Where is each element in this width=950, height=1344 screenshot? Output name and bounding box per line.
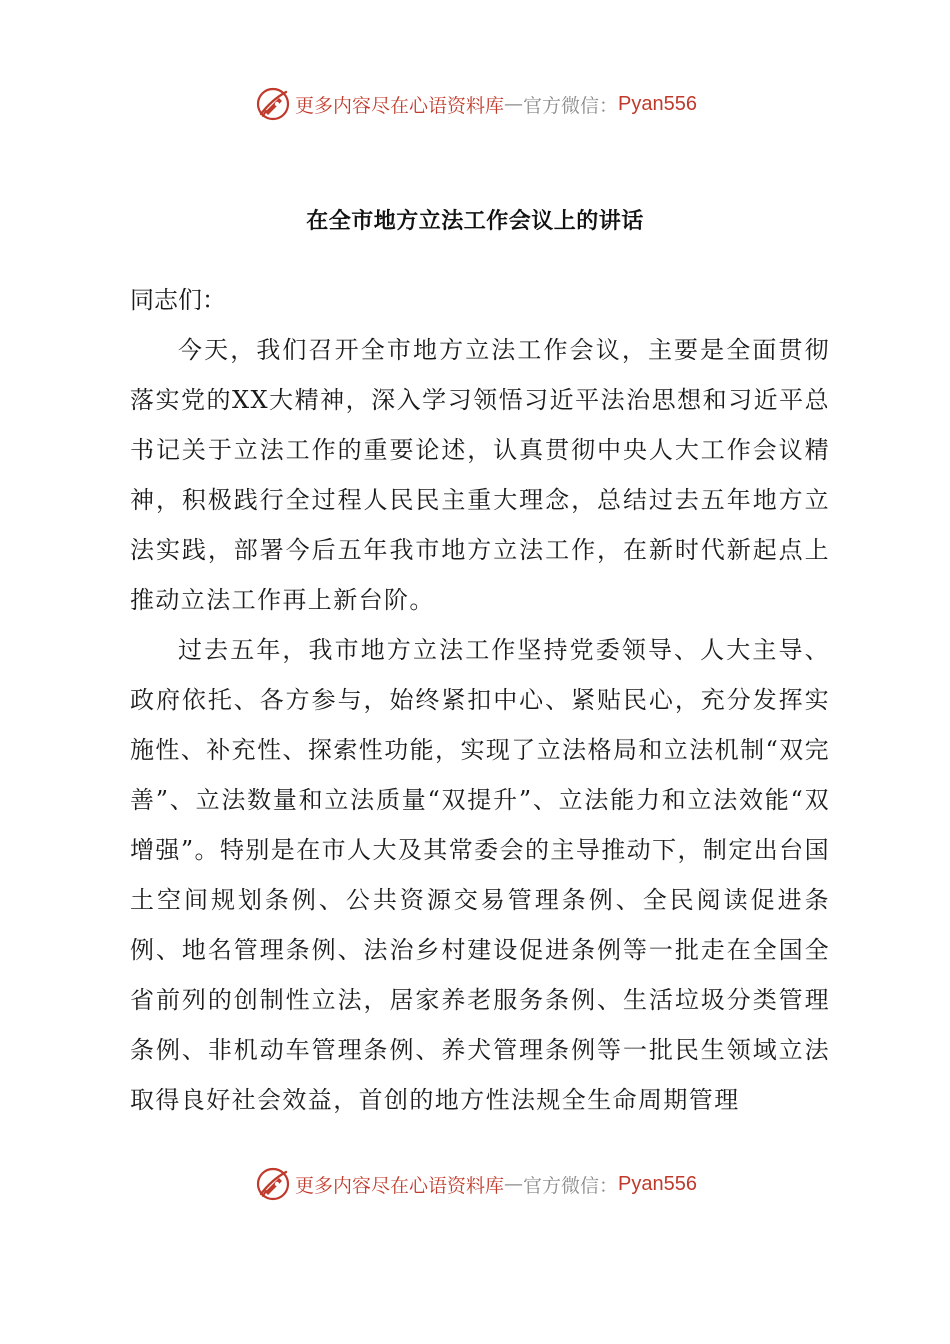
footer-banner (0, 1162, 950, 1206)
paragraph: 过去五年，我市地方立法工作坚持党委领导、人大主导、政府依托、各方参与，始终紧扣中心、紧贴民心，充分发挥实施性、补充性、探索性功能，实现了立法格局和立法机制“双完善”、立法数量和立法质量“双提升”、立法能力和立法效能“双增强”。特别是在市人大及其常委会的主导推动下，制定出台国土空间规划条例、公共资源交易管理条例、全民阅读促进条例、地名管理条例、法治乡村建设促进条例等一批走在全国全省前列的创制性立法，居家养老服务条例、生活垃圾分类管理条例、非机动车管理条例、养犬管理条例等一批民生领域立法取得良好社会效益，首创的地方性法规全生命周期管理 (130, 636, 830, 1114)
header-banner (0, 82, 950, 126)
banner-separator: — (504, 1173, 524, 1195)
banner-brand-text: 更多内容尽在心语资料库 (295, 1174, 505, 1197)
banner-brand-text: 更多内容尽在心语资料库 (295, 94, 505, 117)
banner-official-label: 官方微信： (523, 1174, 619, 1197)
document-title: 在全市地方立法工作会议上的讲话 (306, 208, 644, 234)
banner-separator: — (504, 93, 524, 115)
banner-official-label: 官方微信： (523, 94, 619, 117)
salutation: 同志们： (130, 286, 226, 314)
pen-logo-icon (253, 84, 293, 124)
pen-logo-icon (253, 1164, 293, 1204)
banner-wechat-id: Pyan556 (618, 1172, 697, 1195)
document-body (130, 275, 830, 1125)
paragraph: 今天，我们召开全市地方立法工作会议，主要是全面贯彻落实党的XX大精神，深入学习领悟习近平法治思想和习近平总书记关于立法工作的重要论述，认真贯彻中央人大工作会议精神，积极践行全过程人民民主重大理念，总结过去五年地方立法实践，部署今后五年我市地方立法工作，在新时代新起点上推动立法工作再上新台阶。 (130, 336, 830, 614)
banner-wechat-id: Pyan556 (618, 92, 697, 115)
